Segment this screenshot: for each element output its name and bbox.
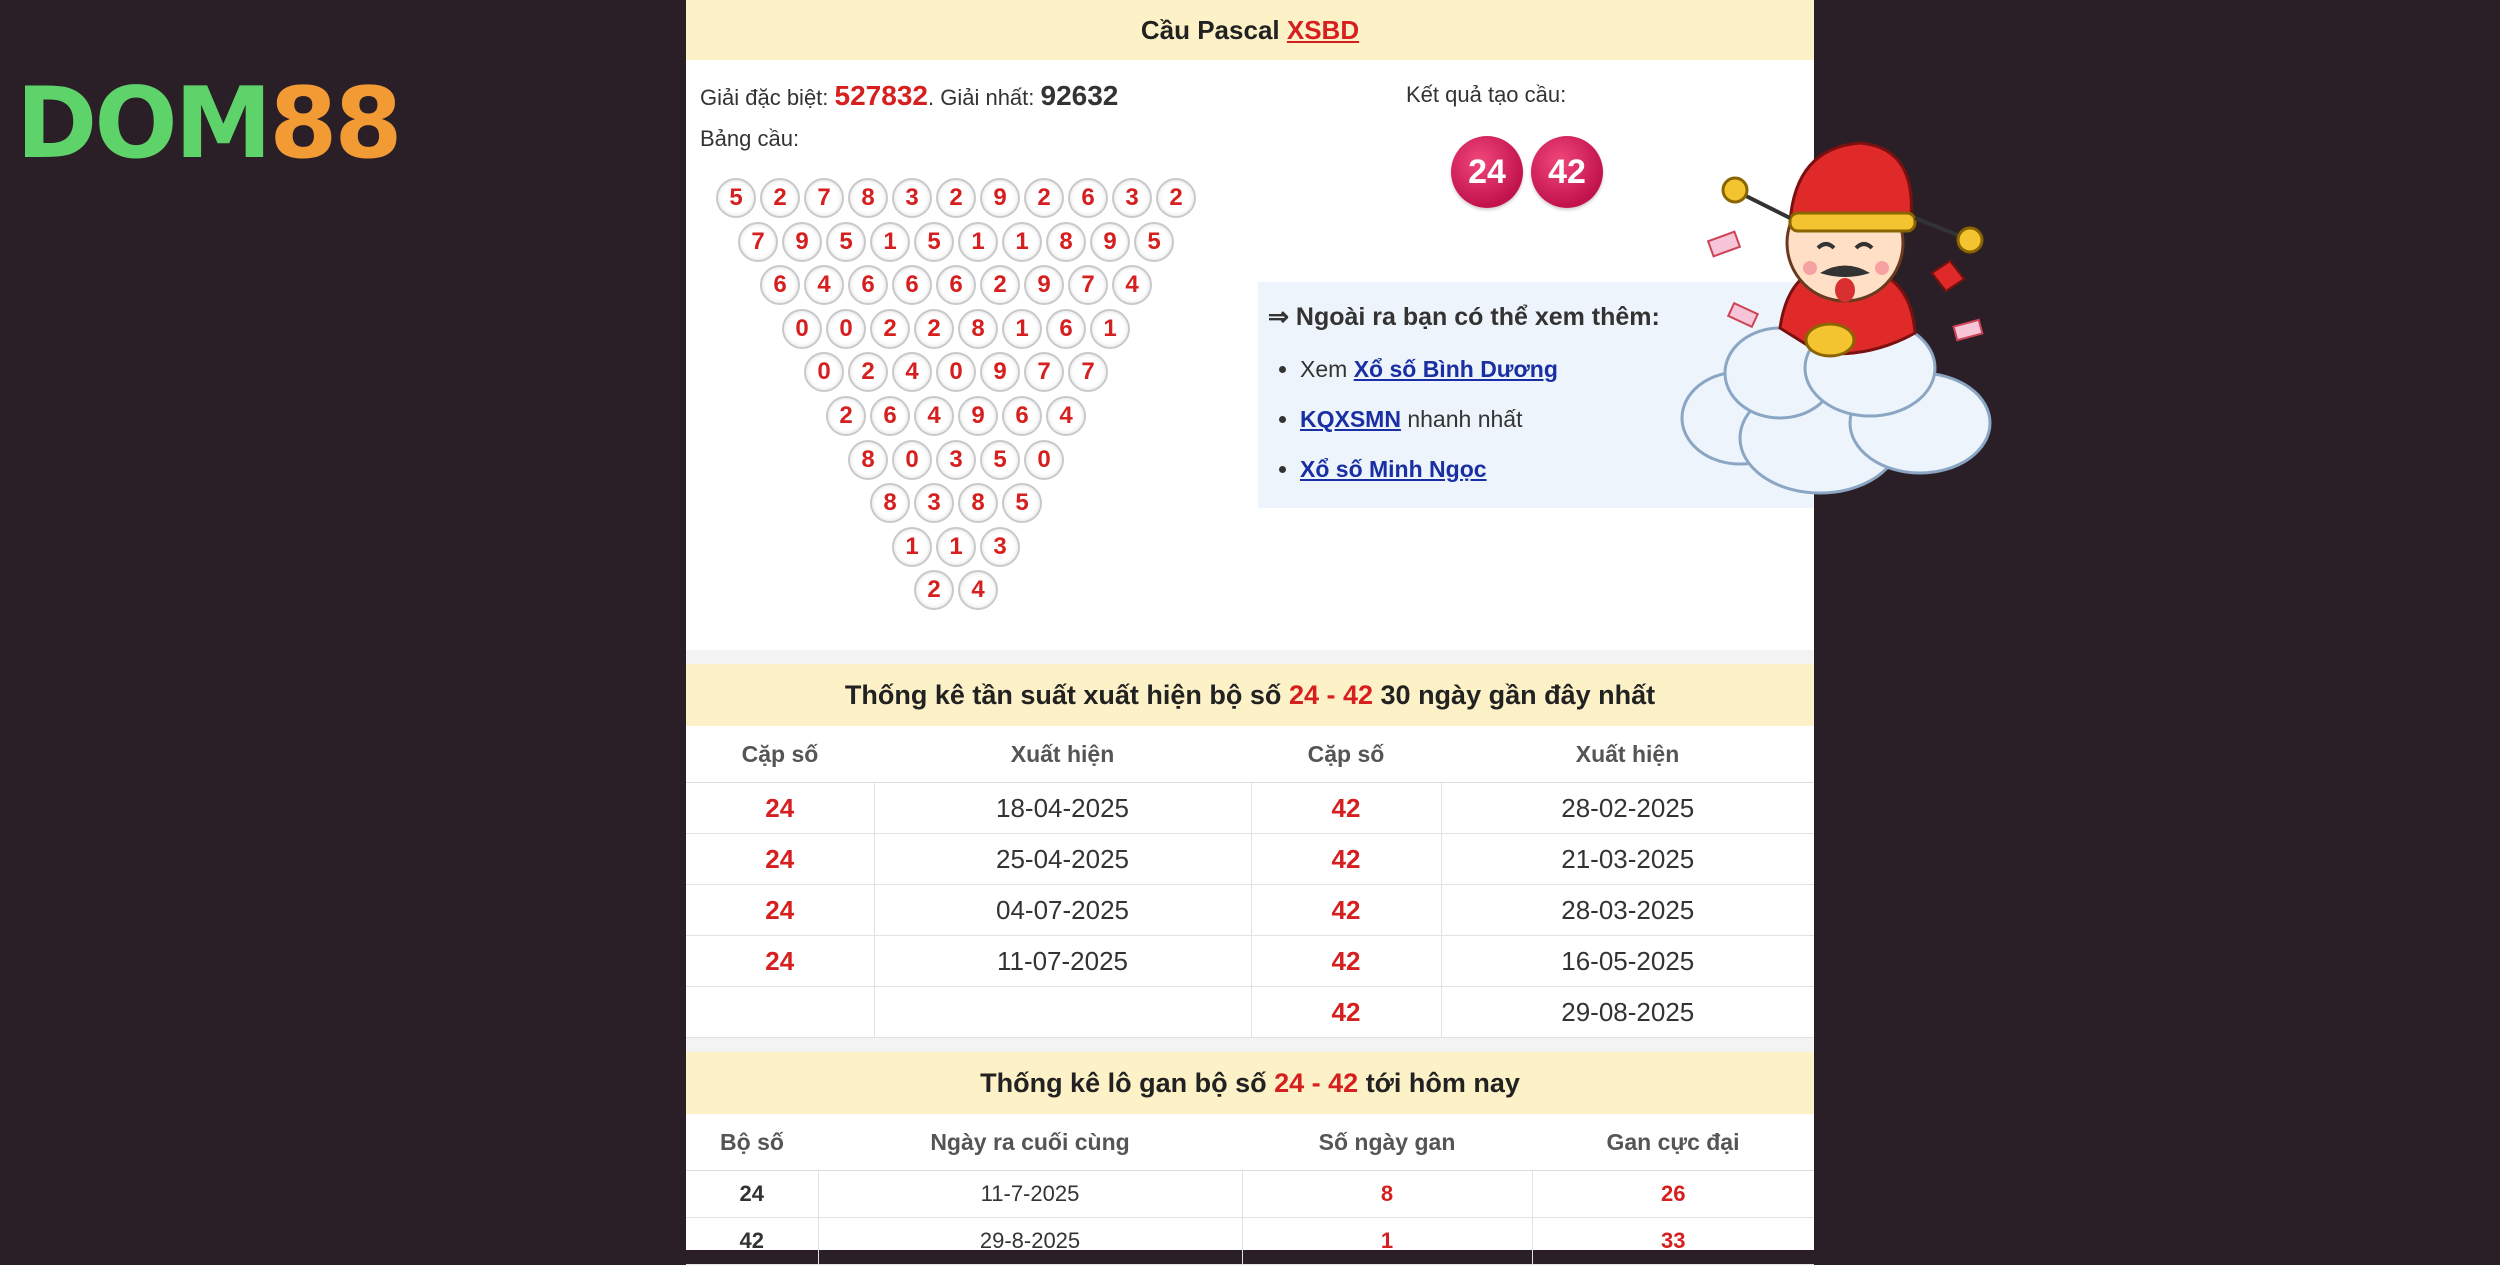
pyramid-digit: 8: [848, 178, 888, 218]
col-header: Cặp số: [1251, 726, 1441, 783]
first-prize-value: 92632: [1040, 80, 1119, 111]
pyramid-digit: 2: [826, 396, 866, 436]
date-cell: 29-08-2025: [1441, 987, 1814, 1038]
pyramid-digit: 2: [980, 265, 1020, 305]
pyramid-digit: 8: [958, 309, 998, 349]
header-title: Cầu Pascal: [1140, 15, 1280, 45]
frequency-header: [686, 664, 1814, 726]
pyramid-digit: 6: [892, 265, 932, 305]
pair-cell: 24: [686, 783, 874, 834]
col-header: Bộ số: [686, 1114, 818, 1171]
pyramid-digit: 6: [1046, 309, 1086, 349]
table-row: [686, 936, 1814, 987]
table-row: [686, 885, 1814, 936]
pyramid-digit: 5: [826, 222, 866, 262]
pair-cell: 42: [1251, 834, 1441, 885]
table-row: [686, 1171, 1814, 1218]
gan-header: [686, 1052, 1814, 1114]
gan-title-suffix: tới hôm nay: [1365, 1068, 1520, 1098]
pyramid-digit: 5: [716, 178, 756, 218]
pyramid-digit: 6: [848, 265, 888, 305]
gan-days-cell: 1: [1242, 1218, 1532, 1265]
table-row: [686, 783, 1814, 834]
pyramid-row: [686, 570, 1226, 614]
pyramid-digit: 3: [914, 483, 954, 523]
pyramid-row: [686, 178, 1226, 222]
prize-line: [700, 80, 1118, 112]
date-cell: 11-07-2025: [874, 936, 1251, 987]
max-gan-cell: 26: [1532, 1171, 1814, 1218]
pyramid-digit: 2: [848, 352, 888, 392]
see-more-title: ⇒ Ngoài ra bạn có thể xem thêm:: [1268, 303, 1660, 331]
pyramid-row: [686, 440, 1226, 484]
pyramid-digit: 6: [936, 265, 976, 305]
pyramid-digit: 4: [914, 396, 954, 436]
pyramid-digit: 0: [782, 309, 822, 349]
pair-cell: [686, 987, 874, 1038]
section-divider: [686, 650, 1814, 664]
date-cell: 25-04-2025: [874, 834, 1251, 885]
pyramid-digit: 9: [1024, 265, 1064, 305]
list-item: [1300, 452, 1558, 502]
gan-table: [686, 1114, 1814, 1265]
pyramid-digit: 7: [1068, 265, 1108, 305]
pyramid-digit: 6: [870, 396, 910, 436]
col-header: Ngày ra cuối cùng: [818, 1114, 1242, 1171]
date-cell: [874, 987, 1251, 1038]
xsbd-link[interactable]: XSBD: [1286, 15, 1360, 45]
pyramid-digit: 8: [1046, 222, 1086, 262]
pyramid-digit: 2: [1156, 178, 1196, 218]
pyramid-row: [686, 483, 1226, 527]
pyramid-digit: 7: [1068, 352, 1108, 392]
pyramid-digit: 1: [892, 527, 932, 567]
logo-text-88: 88: [269, 67, 400, 181]
date-cell: 16-05-2025: [1441, 936, 1814, 987]
last-date-cell: 29-8-2025: [818, 1218, 1242, 1265]
result-ball: 42: [1531, 136, 1603, 208]
kqxsmn-link[interactable]: KQXSMN: [1300, 406, 1401, 432]
pyramid-digit: 7: [1024, 352, 1064, 392]
pyramid-digit: 1: [870, 222, 910, 262]
pyramid-digit: 2: [936, 178, 976, 218]
pyramid-digit: 5: [980, 440, 1020, 480]
pair-cell: 42: [686, 1218, 818, 1265]
col-header: Cặp số: [686, 726, 874, 783]
pascal-table-label: Bảng cầu:: [700, 126, 800, 151]
pyramid-digit: 8: [848, 440, 888, 480]
table-row: [686, 834, 1814, 885]
pair-cell: 24: [686, 834, 874, 885]
pascal-header: [686, 0, 1814, 60]
first-prize-label: Giải nhất:: [940, 85, 1035, 110]
pyramid-digit: 4: [892, 352, 932, 392]
pyramid-digit: 9: [980, 178, 1020, 218]
date-cell: 28-03-2025: [1441, 885, 1814, 936]
pair-cell: 42: [1251, 783, 1441, 834]
pyramid-digit: 1: [1090, 309, 1130, 349]
freq-title-suffix: 30 ngày gần đây nhất: [1380, 680, 1656, 710]
prize-separator: .: [927, 85, 935, 110]
pyramid-row: [686, 396, 1226, 440]
table-row: [686, 1218, 1814, 1265]
logo-text-dom: DOM: [16, 67, 270, 181]
pair-cell: 42: [1251, 987, 1441, 1038]
gan-title-text: Thống kê lô gan bộ số: [980, 1068, 1267, 1098]
pyramid-digit: 1: [958, 222, 998, 262]
pair-cell: 24: [686, 1171, 818, 1218]
pyramid-digit: 1: [1002, 222, 1042, 262]
link-suffix: nhanh nhất: [1400, 406, 1523, 432]
pyramid-digit: 0: [936, 352, 976, 392]
pyramid-digit: 9: [782, 222, 822, 262]
pyramid-digit: 2: [1024, 178, 1064, 218]
brand-logo[interactable]: [16, 67, 400, 181]
pyramid-digit: 2: [760, 178, 800, 218]
section-divider: [686, 1038, 1814, 1052]
col-header: Gan cực đại: [1532, 1114, 1814, 1171]
pair-cell: 24: [686, 936, 874, 987]
date-cell: 18-04-2025: [874, 783, 1251, 834]
pyramid-digit: 3: [936, 440, 976, 480]
pascal-pyramid: [686, 178, 1226, 614]
pyramid-digit: 5: [914, 222, 954, 262]
pair-cell: 24: [686, 885, 874, 936]
pyramid-row: [686, 352, 1226, 396]
see-more-list: [1258, 352, 1558, 502]
xo-so-binh-duong-link[interactable]: Xổ số Bình Dương: [1353, 356, 1558, 382]
pyramid-row: [686, 222, 1226, 266]
pyramid-digit: 6: [1068, 178, 1108, 218]
pyramid-digit: 0: [826, 309, 866, 349]
pyramid-digit: 7: [738, 222, 778, 262]
pyramid-row: [686, 265, 1226, 309]
date-cell: 04-07-2025: [874, 885, 1251, 936]
pyramid-digit: 5: [1002, 483, 1042, 523]
god-of-wealth-icon: [1670, 118, 2020, 508]
pyramid-digit: 4: [1112, 265, 1152, 305]
pyramid-digit: 2: [914, 570, 954, 610]
pyramid-digit: 9: [1090, 222, 1130, 262]
freq-title-pair: 24 - 42: [1288, 680, 1374, 710]
pyramid-digit: 8: [958, 483, 998, 523]
pyramid-row: [686, 527, 1226, 571]
pyramid-digit: 3: [892, 178, 932, 218]
pascal-section: [686, 60, 1814, 650]
pyramid-digit: 4: [1046, 396, 1086, 436]
result-balls: [1451, 136, 1611, 208]
pyramid-digit: 5: [1134, 222, 1174, 262]
main-content: [686, 0, 1814, 1253]
pyramid-digit: 1: [1002, 309, 1042, 349]
gan-title-pair: 24 - 42: [1274, 1068, 1359, 1098]
pyramid-digit: 4: [958, 570, 998, 610]
pyramid-digit: 7: [804, 178, 844, 218]
special-prize-value: 527832: [834, 80, 928, 111]
link-prefix: Xem: [1300, 356, 1354, 382]
pyramid-digit: 9: [958, 396, 998, 436]
pyramid-digit: 1: [936, 527, 976, 567]
pair-cell: 42: [1251, 936, 1441, 987]
freq-title-text: Thống kê tần suất xuất hiện bộ số: [844, 680, 1282, 710]
table-row: [686, 987, 1814, 1038]
pair-cell: 42: [1251, 885, 1441, 936]
gan-days-cell: 8: [1242, 1171, 1532, 1218]
result-ball: 24: [1451, 136, 1523, 208]
date-cell: 21-03-2025: [1441, 834, 1814, 885]
pyramid-digit: 2: [914, 309, 954, 349]
pyramid-row: [686, 309, 1226, 353]
pyramid-digit: 6: [1002, 396, 1042, 436]
pyramid-digit: 0: [892, 440, 932, 480]
pyramid-digit: 2: [870, 309, 910, 349]
col-header: Số ngày gan: [1242, 1114, 1532, 1171]
pyramid-digit: 9: [980, 352, 1020, 392]
pyramid-digit: 0: [1024, 440, 1064, 480]
pyramid-digit: 3: [980, 527, 1020, 567]
pyramid-digit: 6: [760, 265, 800, 305]
list-item: [1300, 402, 1558, 452]
pyramid-digit: 3: [1112, 178, 1152, 218]
date-cell: 28-02-2025: [1441, 783, 1814, 834]
pyramid-digit: 0: [804, 352, 844, 392]
pyramid-digit: 4: [804, 265, 844, 305]
col-header: Xuất hiện: [1441, 726, 1814, 783]
last-date-cell: 11-7-2025: [818, 1171, 1242, 1218]
result-label: Kết quả tạo cầu:: [1406, 82, 1567, 107]
special-prize-label: Giải đặc biệt:: [700, 85, 829, 110]
frequency-table: [686, 726, 1814, 1038]
max-gan-cell: 33: [1532, 1218, 1814, 1265]
list-item: [1300, 352, 1558, 402]
pyramid-digit: 8: [870, 483, 910, 523]
col-header: Xuất hiện: [874, 726, 1251, 783]
xo-so-minh-ngoc-link[interactable]: Xổ số Minh Ngọc: [1300, 456, 1487, 482]
